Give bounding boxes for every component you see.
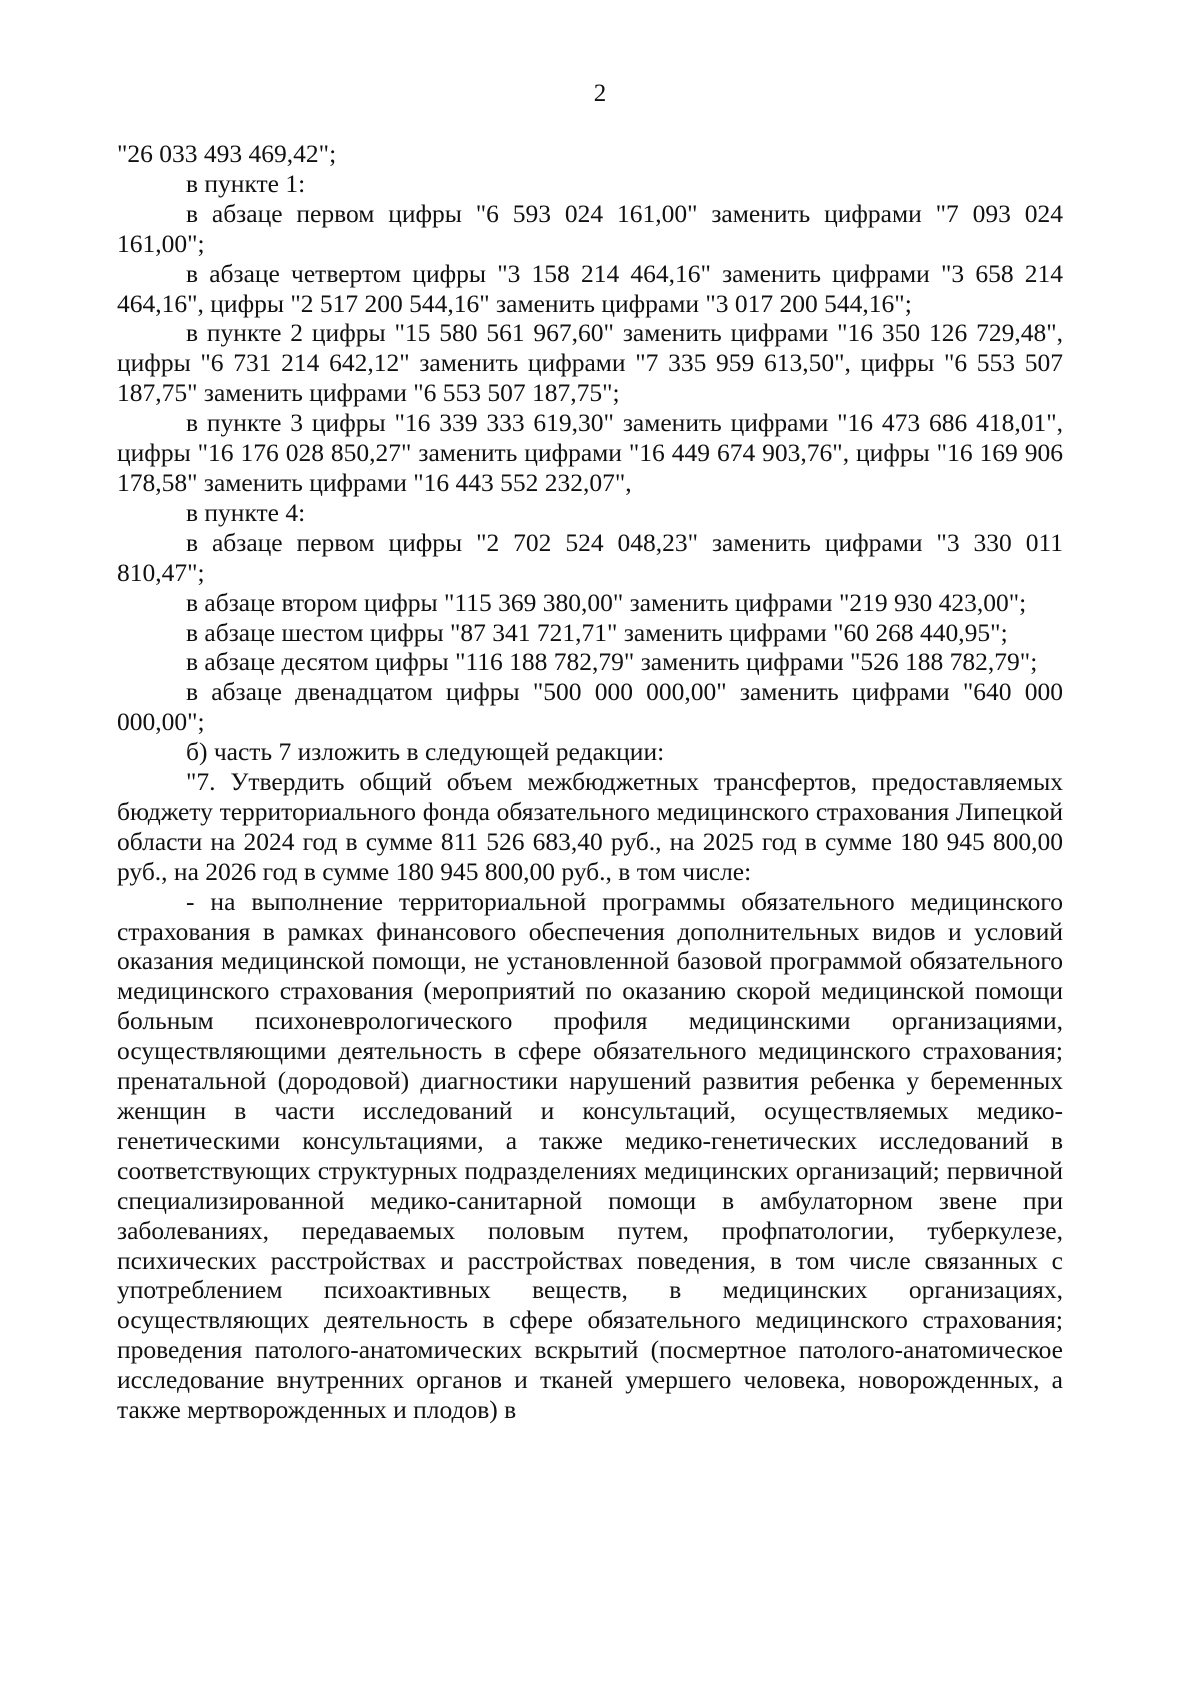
paragraph-item-4-abzac-12: в абзаце двенадцатом цифры "500 000 000,00" заменить цифрами "640 000 000,00"; [117, 677, 1063, 737]
paragraph-part-7-text: "7. Утвердить общий объем межбюджетных трансфертов, предоставляемых бюджету территориального фонда обязательного медицинского страхования Липецкой области на 2024 год в сумме 811 526 683,40 руб., на 2025 год в сумме 180 945 800,00 руб., на 2026 год в сумме 180 945 800,00 руб., в том числе: [117, 767, 1063, 886]
paragraph-item-1: в пункте 1: [186, 168, 306, 198]
paragraph-item-4-abzac-10: в абзаце десятом цифры "116 188 782,79" заменить цифрами "526 188 782,79"; [186, 647, 1038, 677]
paragraph-item-4-abzac-2: в абзаце втором цифры "115 369 380,00" заменить цифрами "219 930 423,00"; [186, 587, 1027, 617]
paragraph-continuation: "26 033 493 469,42"; [117, 139, 337, 168]
page-number: 2 [593, 80, 607, 107]
paragraph-item-1-abzac-4: в абзаце четвертом цифры "3 158 214 464,16" заменить цифрами "3 658 214 464,16", цифры "2 517 200 544,16" заменить цифрами "3 017 200 544,16"; [117, 258, 1063, 318]
paragraph-item-4-abzac-1: в абзаце первом цифры "2 702 524 048,23" заменить цифрами "3 330 011 810,47"; [117, 527, 1063, 587]
paragraph-item-4-abzac-6: в абзаце шестом цифры "87 341 721,71" заменить цифрами "60 268 440,95"; [186, 617, 1008, 647]
paragraph-item-4: в пункте 4: [186, 497, 306, 527]
paragraph-part-7-list-item: - на выполнение территориальной программы обязательного медицинского страхования в рамках финансового обеспечения дополнительных видов и условий оказания медицинской помощи, не установленной базовой программой обязательного медицинского страхования (мероприятий по оказанию скорой медицинской помощи больным психоневрологического профиля медицинскими организациями, осуществляющими деятельность в сфере обязательного медицинского страхования; пренатальной (дородовой) диагностики нарушений развития ребенка у беременных женщин в части исследований и консультаций, осуществляемых медико-генетическими консультациями, а также медико-генетических исследований в соответствующих структурных подразделениях медицинских организаций; первичной специализированной медико-санитарной помощи в амбулаторном звене при заболеваниях, передаваемых половым путем, профпатологии, туберкулезе, психических расстройствах и расстройствах поведения, в том числе связанных с употреблением психоактивных веществ, в медицинских организациях, осуществляющих деятельность в сфере обязательного медицинского страхования; проведения патолого-анатомических вскрытий (посмертное патолого-анатомическое исследование внутренних органов и тканей умершего человека, новорожденных, а также мертворожденных и плодов) в [117, 886, 1063, 1425]
paragraph-item-3: в пункте 3 цифры "16 339 333 619,30" заменить цифрами "16 473 686 418,01", цифры "16 176 028 850,27" заменить цифрами "16 449 674 903,76", цифры "16 169 906 178,58" заменить цифрами "16 443 552 232,07", [117, 408, 1063, 497]
paragraph-part-7-intro: б) часть 7 изложить в следующей редакции: [186, 737, 665, 767]
document-body [117, 139, 1063, 1425]
paragraph-item-2: в пункте 2 цифры "15 580 561 967,60" заменить цифрами "16 350 126 729,48", цифры "6 731 214 642,12" заменить цифрами "7 335 959 613,50", цифры "6 553 507 187,75" заменить цифрами "6 553 507 187,75"; [117, 318, 1063, 408]
paragraph-item-1-abzac-1: в абзаце первом цифры "6 593 024 161,00" заменить цифрами "7 093 024 161,00"; [117, 198, 1063, 258]
